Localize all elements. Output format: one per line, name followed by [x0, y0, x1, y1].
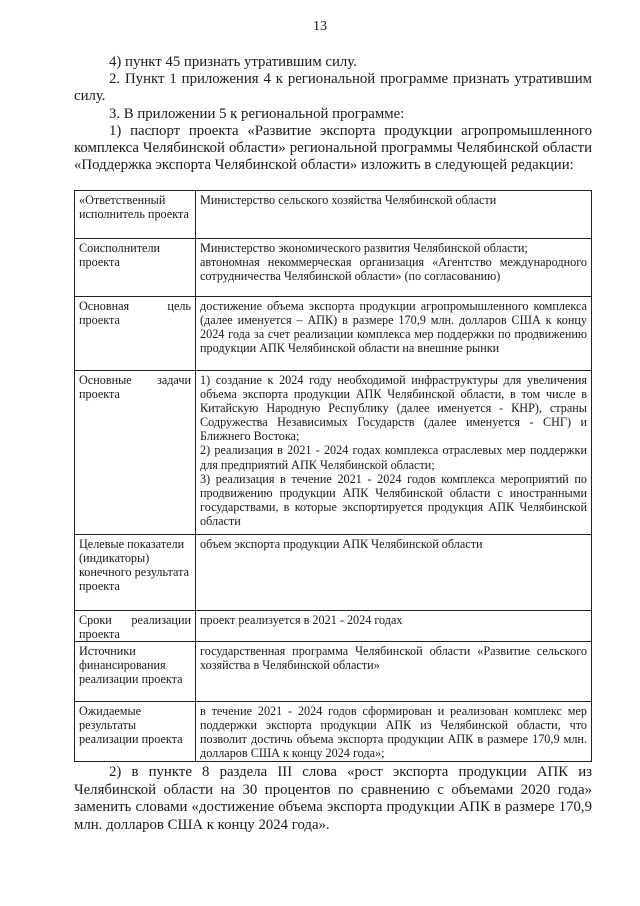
row-label: [75, 611, 196, 642]
table-row: [75, 191, 592, 239]
row-label-text: Сроки реализации проекта: [79, 613, 191, 642]
table-row: [75, 611, 592, 642]
paragraph-item-4: 4) пункт 45 признать утратившим силу.: [109, 54, 357, 70]
row-label: Целевые показатели (индикаторы) конечного результата проекта: [75, 535, 196, 611]
row-value-line: 3) реализация в течение 2021 - 2024 годов комплекса мероприятий по продвижению продукции АПК Челябинской области с иностранными государствами, в которые экспортируется продукция АПК Челябинской области: [200, 471, 587, 528]
table-row: [75, 297, 592, 371]
paragraph-passport-intro: 1) паспорт проекта «Развитие экспорта продукции агропромышленного комплекса Челябинской области» региональной программы Челябинской области «Поддержка экспорта Челябинской области» изложить в следующей редакции:: [74, 122, 592, 174]
row-value-line: Министерство экономического развития Челябинской области;: [200, 241, 528, 255]
row-label-text: Основная цель проекта: [79, 299, 191, 328]
row-value-line: в течение 2021 - 2024 годов сформирован и реализован комплекс мер поддержки экспорта продукции АПК из Челябинской области, что позволит достичь объема экспорта продукции АПК в размере 170,9 млн. долларов США к концу 2024 года»;: [200, 704, 587, 761]
row-value-line: 2) реализация в 2021 - 2024 годах комплекса отраслевых мер поддержки для предприятий АПК Челябинской области;: [200, 443, 587, 472]
paragraph-point-2: 2. Пункт 1 приложения 4 к региональной программе признать утратившим силу.: [74, 71, 592, 105]
paragraph-point-3: 3. В приложении 5 к региональной программе:: [109, 105, 405, 122]
row-value: [196, 642, 592, 702]
row-value: [196, 702, 592, 762]
row-value-line: Министерство сельского хозяйства Челябинской области: [200, 193, 497, 207]
row-value-line: объем экспорта продукции АПК Челябинской области: [200, 537, 483, 551]
row-value-line: автономная некоммерческая организация «Агентство международного сотрудничества Челябинской области» (по согласованию): [200, 255, 587, 284]
page-number: 13: [313, 19, 327, 34]
row-label: «Ответственный исполнитель проекта: [75, 191, 196, 239]
row-value-line: достижение объема экспорта продукции агропромышленного комплекса (далее именуется – АПК) в размере 170,9 млн. долларов США к концу 2024 года за счет реализации комплекса мер поддержки по продвижению продукции АПК Челябинской области на внешние рынки: [200, 299, 587, 356]
row-label: [75, 297, 196, 371]
row-value: [196, 535, 592, 611]
intro-text: [74, 54, 592, 174]
row-label: [75, 371, 196, 535]
row-value-line: проект реализуется в 2021 - 2024 годах: [200, 613, 403, 627]
table-row: [75, 642, 592, 702]
row-label-text: Основные задачи проекта: [79, 373, 191, 402]
project-passport-table: [74, 190, 592, 762]
table-row: [75, 239, 592, 297]
row-value-line: 1) создание к 2024 году необходимой инфраструктуры для увеличения объема экспорта продукции АПК Челябинской области, в том числе в Китайскую Народную Республику (далее именуется - КНР), страны Содружества Независимых Государств (далее именуется - СНГ) и Ближнего Востока;: [200, 373, 587, 444]
row-value: [196, 371, 592, 535]
row-label: Соисполнители проекта: [75, 239, 196, 297]
row-value-line: государственная программа Челябинской области «Развитие сельского хозяйства в Челябинской области»: [200, 644, 587, 673]
row-label: Источники финансирования реализации проекта: [75, 642, 196, 702]
table-row: [75, 702, 592, 762]
row-value: [196, 191, 592, 239]
row-label: Ожидаемые результаты реализации проекта: [75, 702, 196, 762]
row-value: [196, 611, 592, 642]
table-row: [75, 535, 592, 611]
paragraph-section-3-change: 2) в пункте 8 раздела III слова «рост экспорта продукции АПК из Челябинской области на 30 процентов по сравнению с объемами 2020 года» заменить словами «достижение объема экспорта продукции АПК в размере 170,9 млн. долларов США к концу 2024 года».: [74, 764, 592, 833]
row-value: [196, 239, 592, 297]
closing-text: [74, 764, 592, 834]
table-row: [75, 371, 592, 535]
row-value: [196, 297, 592, 371]
